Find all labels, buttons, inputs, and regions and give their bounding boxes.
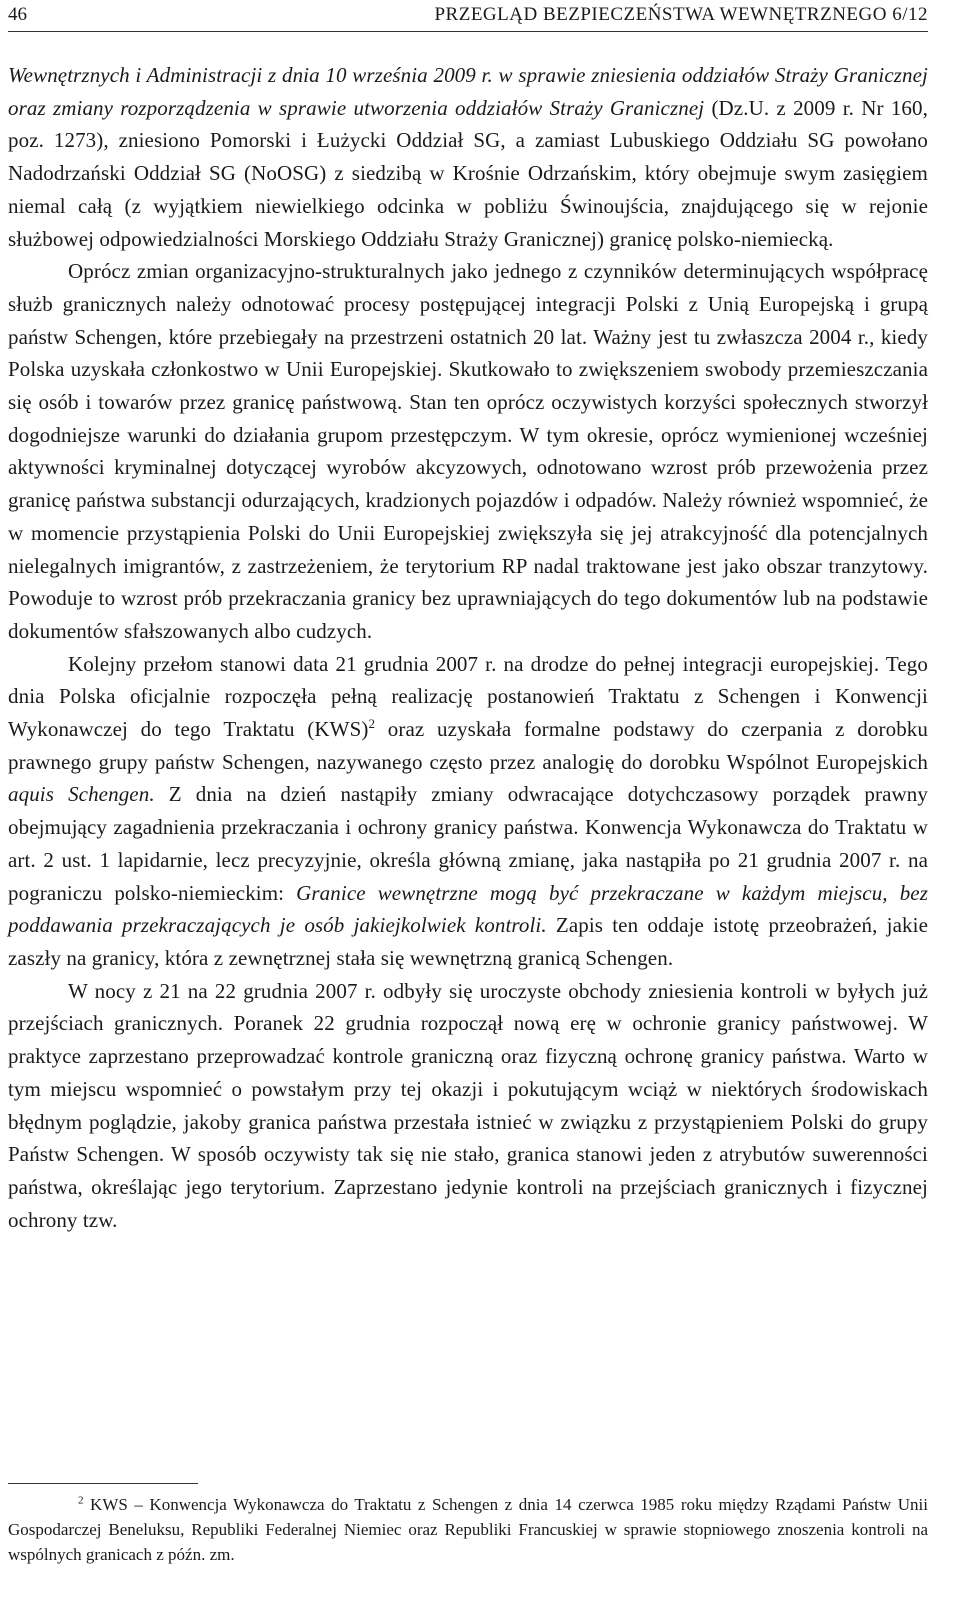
footnote-number: 2 (78, 1494, 84, 1507)
footnote-divider (8, 1483, 198, 1484)
footnote-ref[interactable]: 2 (368, 716, 376, 732)
paragraph-3-italic-term: aquis Schengen. (8, 782, 155, 807)
article-body (8, 59, 928, 1236)
paragraph-1 (8, 59, 928, 255)
paragraph-4: W nocy z 21 na 22 grudnia 2007 r. odbyły się uroczyste obchody zniesienia kontroli w byłych już przejściach granicznych. Poranek 22 grudnia rozpoczął nową erę w ochronie granicy państwowej. W praktyce zaprzestano przeprowadzać kontrole graniczną oraz fizyczną ochronę granicy państwa. Warto w tym miejscu wspomnieć o powstałym przy tej okazji i pokutującym wciąż w niektórych środowiskach błędnym poglądzie, jakoby granica państwa przestała istnieć w związku z przystąpieniem Polski do grupy Państw Schengen. W sposób oczywisty tak się nie stało, granica stanowi jeden z atrybutów suwerenności państwa, określając jego terytorium. Zaprzestano jedynie kontroli na przejściach granicznych i fizycznej ochrony tzw. (8, 978, 928, 1232)
paragraph-3 (8, 648, 928, 975)
page-header (8, 2, 928, 28)
paragraph-3-text-c: Z dnia na dzień nastąpiły zmiany odwracające dotychczasowy porządek prawny obejmujący zagadnienia przekraczania i ochrony granicy państwa. Konwencja Wykonawcza do Traktatu w art. 2 ust. 1 lapidarnie, lecz precyzyjnie, określa główną zmianę, jaka nastąpiła po 21 grudnia 2007 r. na pograniczu polsko-niemieckim: (8, 782, 928, 905)
page-number: 46 (8, 4, 27, 25)
footnote-paragraph (8, 1492, 928, 1567)
paragraph-1-text: (Dz.U. z 2009 r. Nr 160, poz. 1273), zniesiono Pomorski i Łużycki Oddział SG, a zamiast Lubuskiego Oddziału SG powołano Nadodrzański Oddział SG (NoOSG) z siedzibą w Krośnie Odrzańskim, który obejmuje swym zasięgiem niemal całą (z wyjątkiem niewielkiego odcinka w pobliżu Świnoujścia, znajdującego się w rejonie służbowej odpowiedzialności Morskiego Oddziału Straży Granicznej) granicę polsko-niemiecką. (8, 95, 928, 251)
footnote-text: KWS – Konwencja Wykonawcza do Traktatu z Schengen z dnia 14 czerwca 1985 roku między Rządami Państw Unii Gospodarczej Beneluksu, Republiki Federalnej Niemiec oraz Republiki Francuskiej w sprawie stopniowego znoszenia kontroli na wspólnych granicach z późn. zm. (8, 1495, 928, 1564)
paragraph-3-text-b: oraz uzyskała formalne podstawy do czerpania z dorobku prawnego grupy państw Schengen, nazywanego często przez analogię do dorobku Wspólnot Europejskich (8, 717, 928, 774)
paragraph-2: Oprócz zmian organizacyjno-strukturalnych jako jednego z czynników determinujących współpracę służb granicznych należy odnotować procesy postępującej integracji Polski z Unią Europejską i grupą państw Schengen, które przebiegały na przestrzeni ostatnich 20 lat. Ważny jest tu zwłaszcza 2004 r., kiedy Polska uzyskała członkostwo w Unii Europejskiej. Skutkowało to zwiększeniem swobody przemieszczania się osób i towarów przez granicę państwową. Stan ten oprócz oczywistych korzyści społecznych stworzył dogodniejsze warunki do działania grupom przestępczym. W tym okresie, oprócz wymienionej wcześniej aktywności kryminalnej dotyczącej wyrobów akcyzowych, odnotowano wzrost prób przewożenia przez granicę państwa substancji odurzających, kradzionych pojazdów i odpadów. Należy również wspomnieć, że w momencie przystąpienia Polski do Unii Europejskiej zwiększyła się jej atrakcyjność dla potencjalnych nielegalnych imigrantów, z zastrzeżeniem, że terytorium RP nadal traktowane jest jako obszar tranzytowy. Powoduje to wzrost prób przekraczania granicy bez uprawniających do tego dokumentów lub na podstawie dokumentów sfałszowanych albo cudzych. (8, 259, 928, 643)
running-title: PRZEGLĄD BEZPIECZEŃSTWA WEWNĘTRZNEGO 6/12 (434, 4, 928, 25)
paragraph-3-italic-quote: Granice wewnętrzne mogą być przekraczane w każdym miejscu, bez poddawania przekraczających je osób jakiejkolwiek kontroli. (8, 880, 928, 938)
header-divider (8, 31, 928, 32)
paragraph-1-italic: Wewnętrznych i Administracji z dnia 10 września 2009 r. w sprawie zniesienia oddziałów Straży Granicznej oraz zmiany rozporządzenia w sprawie utworzenia oddziałów Straży Granicznej (8, 63, 928, 120)
paragraph-3-text-a: Kolejny przełom stanowi data 21 grudnia 2007 r. na drodze do pełnej integracji europejskiej. Tego dnia Polska oficjalnie rozpoczęła pełną realizację postanowień Traktatu z Schengen i Konwencji Wykonawczej do tego Traktatu (KWS) (8, 651, 928, 742)
footnote (8, 1492, 928, 1567)
paragraph-3-text-d: Zapis ten oddaje istotę przeobrażeń, jakie zaszły na granicy, która z zewnętrznej stała się wewnętrzną granicą Schengen. (8, 913, 928, 970)
